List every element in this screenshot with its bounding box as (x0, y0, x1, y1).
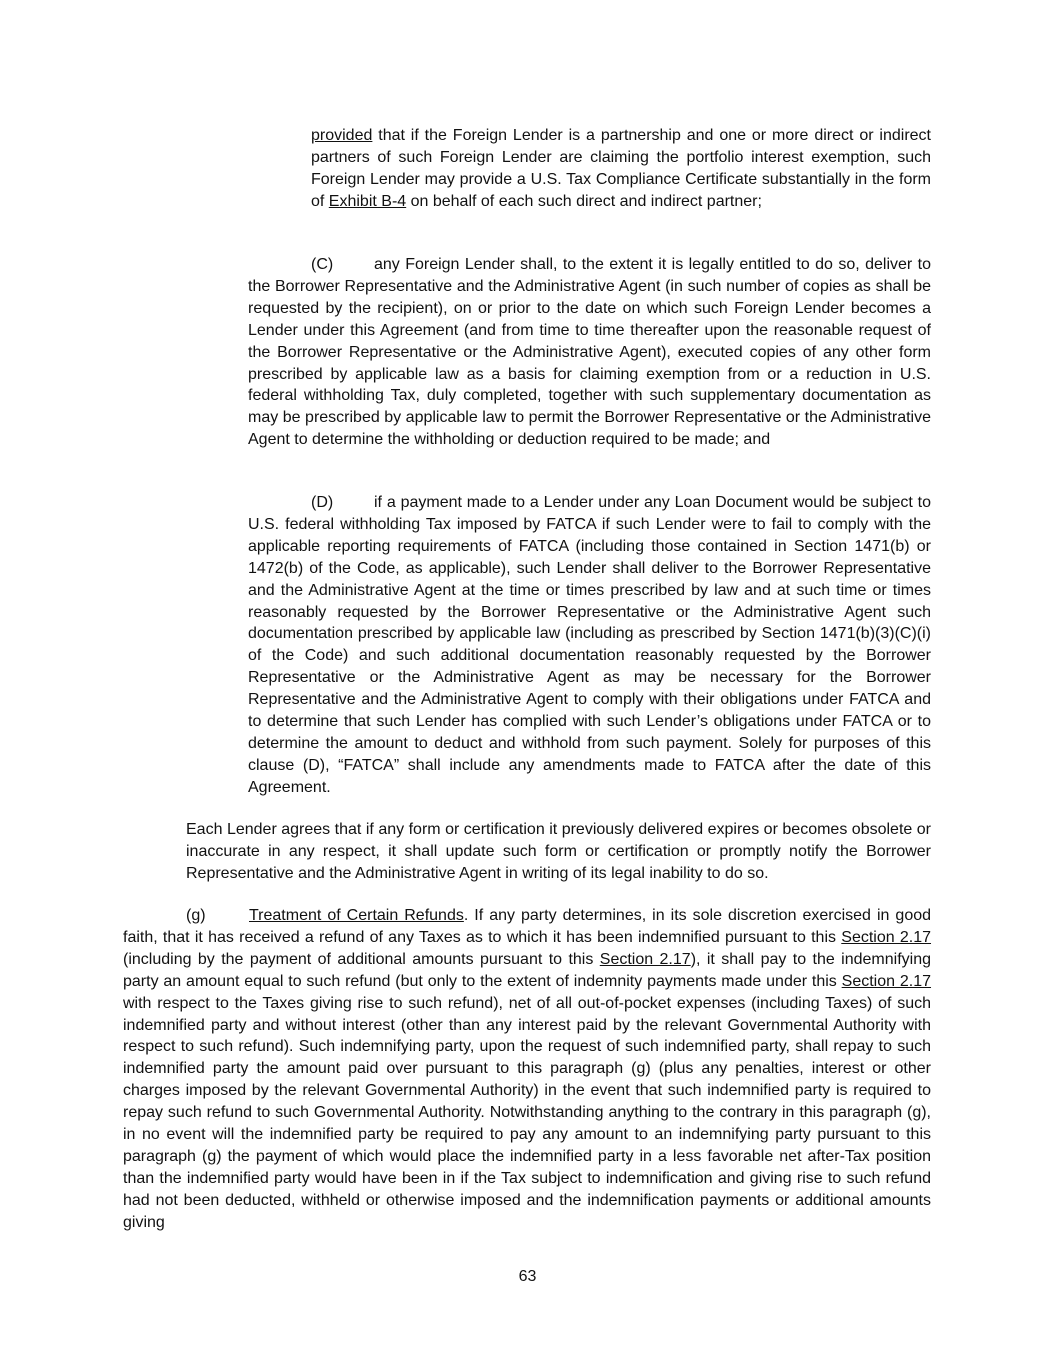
section-heading: Treatment of Certain Refunds (249, 907, 464, 924)
paragraph-text: any Foreign Lender shall, to the extent it is legally entitled to do so, deliver to the Borrower Representative and the Administrative Agent (in such number of copies as shall be requested by the recipient), on or prior to the date on which such Foreign Lender becomes a Lender under this Agreement (and from time to time thereafter upon the reasonable request of the Borrower Representative or the Administrative Agent), executed copies of any other form prescribed by applicable law as a basis for claiming exemption from or a reduction in U.S. federal withholding Tax, duly completed, together with such supplementary documentation as may be prescribed by applicable law to permit the Borrower Representative or the Administrative Agent to determine the withholding or deduction required to be made; and (248, 256, 931, 449)
paragraph-text: (including by the payment of additional amounts pursuant to this (123, 950, 600, 968)
section-reference: Section 2.17 (841, 928, 932, 946)
paragraph-clause-c (248, 254, 931, 451)
exhibit-reference: Exhibit B-4 (328, 192, 407, 210)
paragraph-text: on behalf of each such direct and indirect partner; (406, 192, 762, 210)
paragraph-text: . If any party determines, in its sole discretion exercised in good faith, that it has received a refund of any Taxes as to which it has been indemnified pursuant to this (123, 907, 932, 946)
clause-label: (g) (186, 907, 206, 924)
paragraph-text: that if the Foreign Lender is a partnership and one or more direct or indirect partners of such Foreign Lender are claiming the portfolio interest exemption, such Foreign Lender may provide a U.S. Tax Compliance Certificate substantially in the form of (311, 127, 931, 210)
paragraph-clause-d (248, 492, 931, 799)
clause-label: (D) (311, 494, 334, 511)
paragraph-provided-clause (311, 125, 931, 213)
paragraph-text: ), it shall pay to the indemnifying party an amount equal to such refund (but only to the extent of indemnity payments made under this (123, 950, 932, 990)
paragraph-text: Each Lender agrees that if any form or certification it previously delivered expires or becomes obsolete or inaccurate in any respect, it shall update such form or certification or promptly notify the Borrower Representative and the Administrative Agent in writing of its legal inability to do so. (186, 821, 931, 882)
page-number: 63 (518, 1268, 537, 1285)
paragraph-text: if a payment made to a Lender under any Loan Document would be subject to U.S. federal withholding Tax imposed by FATCA if such Lender were to fail to comply with the applicable reporting requirements of FATCA (including those contained in Section 1471(b) or 1472(b) of the Code, as applicable), such Lender shall deliver to the Borrower Representative and the Administrative Agent at the time or times prescribed by law and at such time or times reasonably requested by the Borrower Representative or the Administrative Agent such documentation prescribed by applicable law (including as prescribed by Section 1471(b)(3)(C)(i) of the Code) and such additional documentation reasonably requested by the Borrower Representative or the Administrative Agent as may be necessary for the Borrower Representative and the Administrative Agent to comply with their obligations under FATCA and to determine that such Lender has complied with such Lender’s obligations under FATCA or to determine the amount to deduct and withhold from such payment. Solely for purposes of this clause (D), “FATCA” shall include any amendments made to FATCA after the date of this Agreement. (248, 494, 931, 796)
paragraph-text: with respect to the Taxes giving rise to such refund), net of all out-of-pocket expenses (including Taxes) of such indemnified party and without interest (other than any interest paid by the relevant Governmental Authority with respect to such refund). Such indemnifying party, upon the request of such indemnified party, shall repay to such indemnified party the amount paid over pursuant to this paragraph (g) (plus any penalties, interest or other charges imposed by the relevant Governmental Authority) in the event that such indemnified party is required to repay such refund to such Governmental Authority. Notwithstanding anything to the contrary in this paragraph (g), in no event will the indemnified party be required to pay any amount to an indemnifying party pursuant to this paragraph (g) the payment of which would place the indemnified party in a less favorable net after-Tax position than the indemnified party would have been in if the Tax subject to indemnification and giving rise to such refund had not been deducted, withheld or otherwise imposed and the indemnification payments or additional amounts giving (123, 994, 931, 1231)
paragraph-lender-agrees (186, 819, 931, 885)
section-reference: Section 2.17 (841, 972, 932, 990)
clause-label: (C) (311, 256, 334, 273)
provided-term: provided (311, 127, 373, 144)
section-reference: Section 2.17 (599, 950, 691, 968)
paragraph-clause-g (123, 905, 931, 1234)
